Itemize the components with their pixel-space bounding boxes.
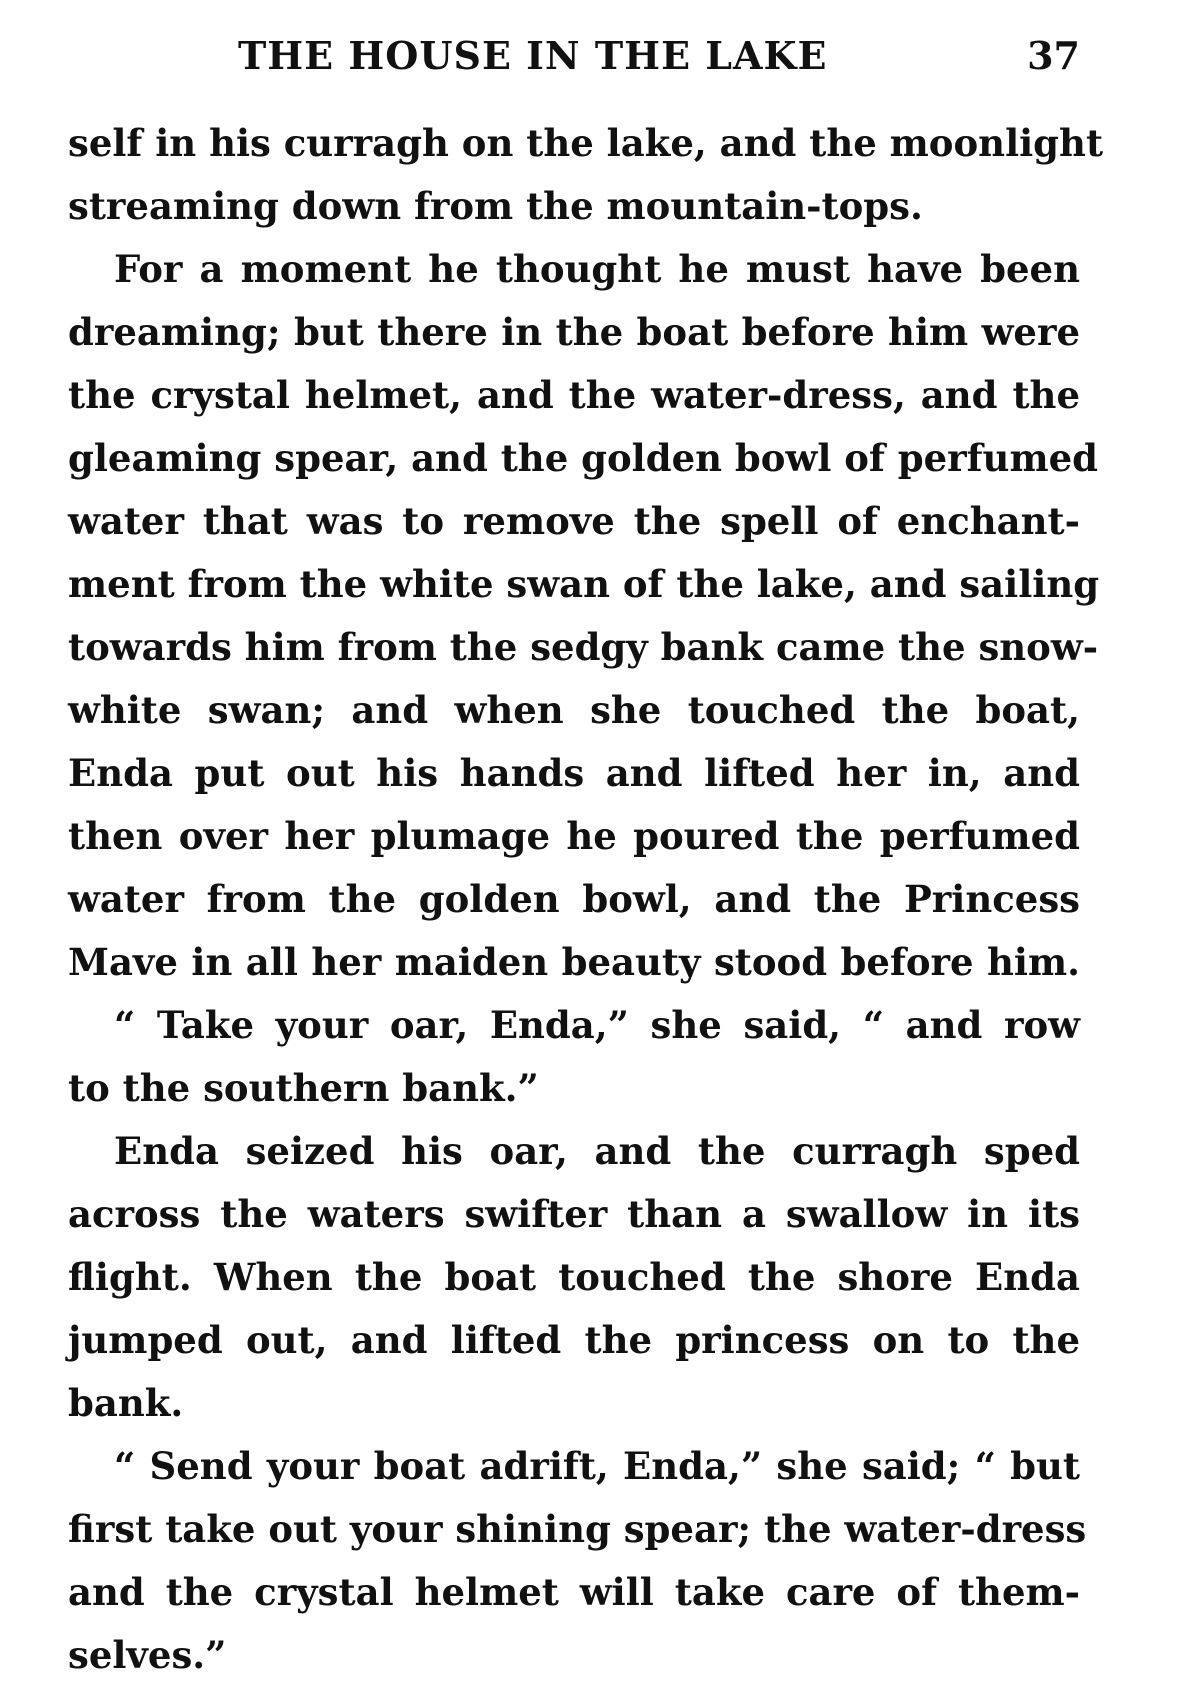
text-line: dreaming; but there in the boat before him were — [68, 310, 1080, 354]
text-line: ment from the white swan of the lake, and sailing — [68, 562, 1100, 606]
text-line: gleaming spear, and the golden bowl of perfumed — [68, 436, 1099, 480]
body-text — [68, 112, 1104, 1687]
text-line: “ Take your oar, Enda,” she said, “ and row — [114, 1003, 1080, 1047]
text-line: flight. When the boat touched the shore Enda — [68, 1255, 1080, 1299]
text-line: Enda put out his hands and lifted her in, and — [68, 751, 1080, 795]
text-line: “ Send your boat adrift, Enda,” she said; “ but — [114, 1444, 1080, 1488]
text-line: water that was to remove the spell of enchant- — [68, 499, 1080, 543]
text-line: For a moment he thought he must have been — [114, 247, 1080, 291]
text-line: self in his curragh on the lake, and the moonlight — [68, 121, 1104, 165]
text-line: across the waters swifter than a swallow in its — [68, 1192, 1080, 1236]
page-number: 37 — [1027, 33, 1080, 78]
text-line: and the crystal helmet will take care of them- — [68, 1570, 1080, 1614]
text-line: streaming down from the mountain-tops. — [68, 184, 923, 228]
text-line: first take out your shining spear; the water-dress — [68, 1507, 1087, 1551]
text-line: bank. — [68, 1381, 184, 1425]
text-line: the crystal helmet, and the water-dress, and the — [68, 373, 1080, 417]
text-line: Enda seized his oar, and the curragh sped — [114, 1129, 1080, 1173]
text-line: jumped out, and lifted the princess on to the — [68, 1318, 1080, 1362]
text-line: to the southern bank.” — [68, 1066, 539, 1110]
text-line: water from the golden bowl, and the Princess — [68, 877, 1080, 921]
text-line: then over her plumage he poured the perfumed — [68, 814, 1080, 858]
text-line: selves.” — [68, 1633, 227, 1677]
text-line: white swan; and when she touched the boat, — [68, 688, 1080, 732]
text-line: towards him from the sedgy bank came the snow- — [68, 625, 1099, 669]
running-title: THE HOUSE IN THE LAKE — [238, 33, 828, 78]
running-header — [68, 28, 1080, 84]
text-line: Mave in all her maiden beauty stood before him. — [68, 940, 1080, 984]
